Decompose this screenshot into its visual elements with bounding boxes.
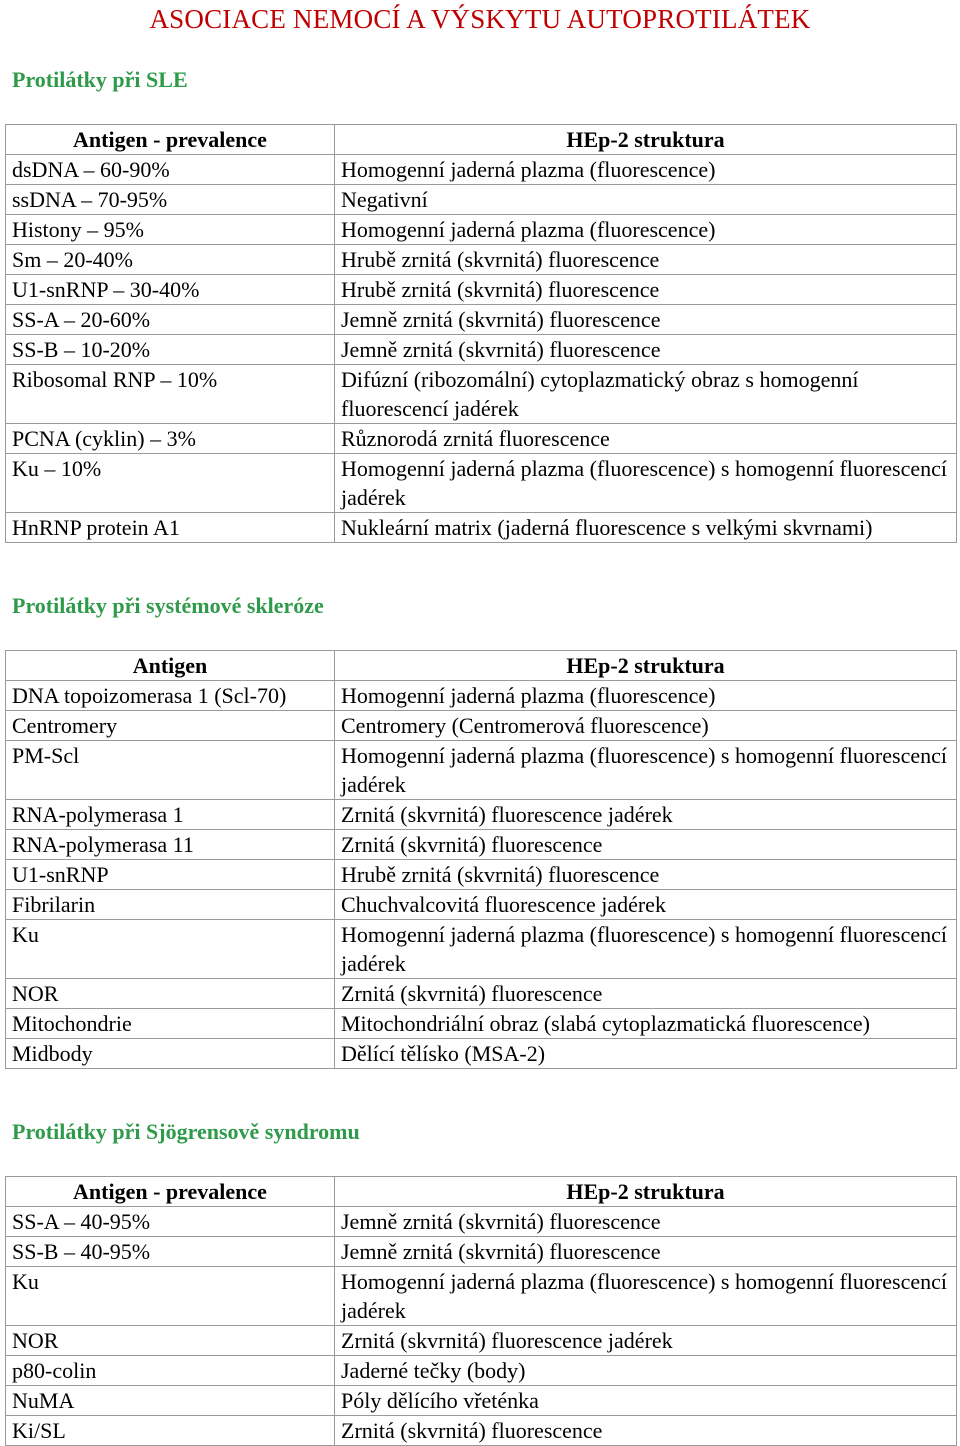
table-row <box>6 979 957 1009</box>
hep2-pattern-cell: Různorodá zrnitá fluorescence <box>335 424 957 454</box>
table-row <box>6 1207 957 1237</box>
hep2-pattern-cell: Hrubě zrnitá (skvrnitá) fluorescence <box>335 245 957 275</box>
table-row <box>6 800 957 830</box>
table-header-row <box>6 1177 957 1207</box>
table-row <box>6 1267 957 1326</box>
antigen-cell: PM-Scl <box>6 741 335 800</box>
antigen-cell: RNA-polymerasa 1 <box>6 800 335 830</box>
antigen-cell: SS-B – 10-20% <box>6 335 335 365</box>
table-sle <box>5 124 957 543</box>
antigen-cell: SS-B – 40-95% <box>6 1237 335 1267</box>
antigen-cell: RNA-polymerasa 11 <box>6 830 335 860</box>
page-title: ASOCIACE NEMOCÍ A VÝSKYTU AUTOPROTILÁTEK <box>149 4 811 34</box>
table-row <box>6 245 957 275</box>
antigen-cell: Fibrilarin <box>6 890 335 920</box>
antigen-cell: NOR <box>6 979 335 1009</box>
table-row <box>6 890 957 920</box>
hep2-pattern-cell: Homogenní jaderná plazma (fluorescence) s homogenní fluorescencí jadérek <box>335 1267 957 1326</box>
hep2-pattern-cell: Homogenní jaderná plazma (fluorescence) s homogenní fluorescencí jadérek <box>335 741 957 800</box>
antigen-cell: Midbody <box>6 1039 335 1069</box>
table-row <box>6 275 957 305</box>
table-row <box>6 155 957 185</box>
table-row <box>6 741 957 800</box>
antigen-cell: NOR <box>6 1326 335 1356</box>
table-row <box>6 305 957 335</box>
hep2-pattern-cell: Zrnitá (skvrnitá) fluorescence <box>335 1416 957 1446</box>
antigen-cell: ssDNA – 70-95% <box>6 185 335 215</box>
antigen-cell: DNA topoizomerasa 1 (Scl-70) <box>6 681 335 711</box>
hep2-pattern-cell: Difúzní (ribozomální) cytoplazmatický obraz s homogenní fluorescencí jadérek <box>335 365 957 424</box>
table-row <box>6 920 957 979</box>
antigen-cell: Ribosomal RNP – 10% <box>6 365 335 424</box>
antigen-cell: SS-A – 20-60% <box>6 305 335 335</box>
table-row <box>6 860 957 890</box>
antigen-cell: Ki/SL <box>6 1416 335 1446</box>
table-header-row <box>6 125 957 155</box>
column-header-hep2: HEp-2 struktura <box>335 1177 957 1207</box>
table-row <box>6 1386 957 1416</box>
antigen-cell: NuMA <box>6 1386 335 1416</box>
table-scleroderma <box>5 650 957 1069</box>
antigen-cell: Histony – 95% <box>6 215 335 245</box>
table-row <box>6 335 957 365</box>
hep2-pattern-cell: Jemně zrnitá (skvrnitá) fluorescence <box>335 305 957 335</box>
hep2-pattern-cell: Jemně zrnitá (skvrnitá) fluorescence <box>335 1207 957 1237</box>
hep2-pattern-cell: Jemně zrnitá (skvrnitá) fluorescence <box>335 1237 957 1267</box>
hep2-pattern-cell: Zrnitá (skvrnitá) fluorescence <box>335 979 957 1009</box>
antigen-cell: HnRNP protein A1 <box>6 513 335 543</box>
table-row <box>6 215 957 245</box>
table-row <box>6 1356 957 1386</box>
hep2-pattern-cell: Homogenní jaderná plazma (fluorescence) s homogenní fluorescencí jadérek <box>335 454 957 513</box>
hep2-pattern-cell: Jaderné tečky (body) <box>335 1356 957 1386</box>
antigen-cell: Centromery <box>6 711 335 741</box>
hep2-pattern-cell: Hrubě zrnitá (skvrnitá) fluorescence <box>335 860 957 890</box>
hep2-pattern-cell: Negativní <box>335 185 957 215</box>
column-header-hep2: HEp-2 struktura <box>335 651 957 681</box>
hep2-pattern-cell: Póly dělícího vřeténka <box>335 1386 957 1416</box>
column-header-hep2: HEp-2 struktura <box>335 125 957 155</box>
antigen-cell: p80-colin <box>6 1356 335 1386</box>
hep2-pattern-cell: Nukleární matrix (jaderná fluorescence s velkými skvrnami) <box>335 513 957 543</box>
hep2-pattern-cell: Zrnitá (skvrnitá) fluorescence jadérek <box>335 1326 957 1356</box>
antigen-cell: dsDNA – 60-90% <box>6 155 335 185</box>
hep2-pattern-cell: Dělící tělísko (MSA-2) <box>335 1039 957 1069</box>
table-row <box>6 185 957 215</box>
section-heading-sjogren: Protilátky při Sjögrensově syndromu <box>12 1119 360 1144</box>
table-row <box>6 424 957 454</box>
section-heading-sle: Protilátky při SLE <box>12 67 188 92</box>
hep2-pattern-cell: Zrnitá (skvrnitá) fluorescence <box>335 830 957 860</box>
antigen-cell: SS-A – 40-95% <box>6 1207 335 1237</box>
hep2-pattern-cell: Homogenní jaderná plazma (fluorescence) s homogenní fluorescencí jadérek <box>335 920 957 979</box>
antigen-cell: Mitochondrie <box>6 1009 335 1039</box>
hep2-pattern-cell: Homogenní jaderná plazma (fluorescence) <box>335 215 957 245</box>
hep2-pattern-cell: Hrubě zrnitá (skvrnitá) fluorescence <box>335 275 957 305</box>
antigen-cell: Ku – 10% <box>6 454 335 513</box>
table-row <box>6 1237 957 1267</box>
hep2-pattern-cell: Homogenní jaderná plazma (fluorescence) <box>335 155 957 185</box>
table-row <box>6 1416 957 1446</box>
table-row <box>6 711 957 741</box>
table-row <box>6 454 957 513</box>
hep2-pattern-cell: Jemně zrnitá (skvrnitá) fluorescence <box>335 335 957 365</box>
column-header-antigen: Antigen - prevalence <box>6 125 335 155</box>
table-sjogren <box>5 1176 957 1446</box>
antigen-cell: Ku <box>6 1267 335 1326</box>
table-row <box>6 365 957 424</box>
hep2-pattern-cell: Chuchvalcovitá fluorescence jadérek <box>335 890 957 920</box>
table-row <box>6 1039 957 1069</box>
hep2-pattern-cell: Centromery (Centromerová fluorescence) <box>335 711 957 741</box>
table-row <box>6 681 957 711</box>
hep2-pattern-cell: Zrnitá (skvrnitá) fluorescence jadérek <box>335 800 957 830</box>
column-header-antigen: Antigen <box>6 651 335 681</box>
table-header-row <box>6 651 957 681</box>
antigen-cell: U1-snRNP <box>6 860 335 890</box>
hep2-pattern-cell: Homogenní jaderná plazma (fluorescence) <box>335 681 957 711</box>
table-row <box>6 830 957 860</box>
antigen-cell: Ku <box>6 920 335 979</box>
table-row <box>6 1009 957 1039</box>
antigen-cell: U1-snRNP – 30-40% <box>6 275 335 305</box>
column-header-antigen: Antigen - prevalence <box>6 1177 335 1207</box>
table-row <box>6 513 957 543</box>
table-row <box>6 1326 957 1356</box>
hep2-pattern-cell: Mitochondriální obraz (slabá cytoplazmatická fluorescence) <box>335 1009 957 1039</box>
antigen-cell: Sm – 20-40% <box>6 245 335 275</box>
section-heading-scleroderma: Protilátky při systémové skleróze <box>12 593 324 618</box>
antigen-cell: PCNA (cyklin) – 3% <box>6 424 335 454</box>
